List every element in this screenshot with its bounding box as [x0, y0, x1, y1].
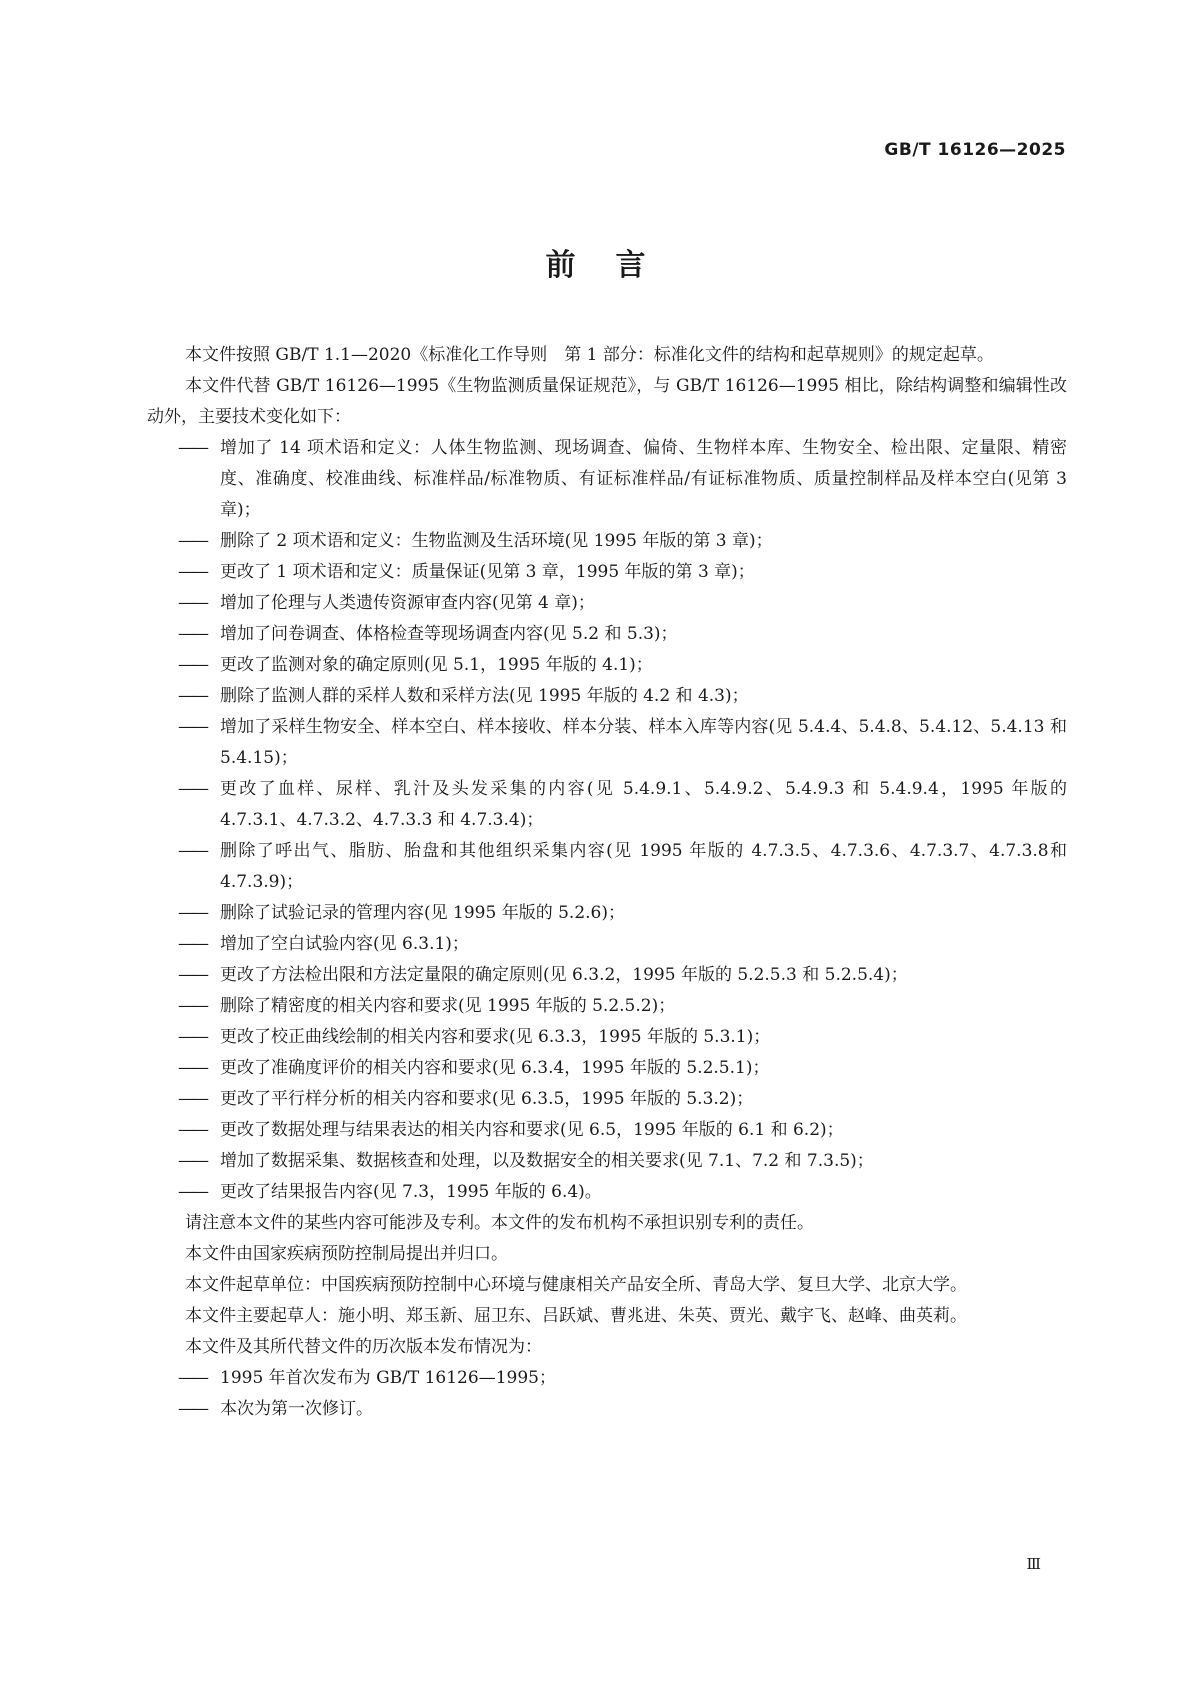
page-number: Ⅲ	[1026, 1555, 1041, 1573]
change-item: —— 删除了精密度的相关内容和要求(见 1995 年版的 5.2.5.2)；	[147, 991, 1067, 1022]
paragraph-version-history: 本文件及其所代替文件的历次版本发布情况为：	[185, 1337, 542, 1357]
change-item: —— 更改了结果报告内容(见 7.3，1995 年版的 6.4)。	[147, 1177, 1067, 1208]
change-item: —— 更改了方法检出限和方法定量限的确定原则(见 6.3.2，1995 年版的 5.2.5.3 和 5.2.5.4)；	[147, 960, 1067, 991]
document-body	[147, 340, 1067, 1425]
history-list	[147, 1363, 1067, 1425]
change-item: —— 删除了呼出气、脂肪、胎盘和其他组织采集内容(见 1995 年版的 4.7.3.5、4.7.3.6、4.7.3.7、4.7.3.8和 4.7.3.9)；	[147, 836, 1067, 898]
change-item: —— 更改了校正曲线绘制的相关内容和要求(见 6.3.3，1995 年版的 5.3.1)；	[147, 1022, 1067, 1053]
paragraph-drafting-rules: 本文件按照 GB/T 1.1—2020《标准化工作导则 第 1 部分：标准化文件的结构和起草规则》的规定起草。	[185, 345, 994, 365]
paragraph-proposer: 本文件由国家疾病预防控制局提出并归口。	[185, 1244, 508, 1264]
change-item: —— 更改了平行样分析的相关内容和要求(见 6.3.5，1995 年版的 5.3.2)；	[147, 1084, 1067, 1115]
changes-list	[147, 433, 1067, 1208]
change-item: —— 删除了试验记录的管理内容(见 1995 年版的 5.2.6)；	[147, 898, 1067, 929]
paragraph-drafters: 本文件主要起草人：施小明、郑玉新、屈卫东、吕跃斌、曹兆进、朱英、贾光、戴宇飞、赵峰、曲英莉。	[185, 1306, 967, 1326]
change-item: —— 删除了监测人群的采样人数和采样方法(见 1995 年版的 4.2 和 4.3)；	[147, 681, 1067, 712]
paragraph-drafting-units: 本文件起草单位：中国疾病预防控制中心环境与健康相关产品安全所、青岛大学、复旦大学、北京大学。	[185, 1275, 967, 1295]
change-item: —— 增加了空白试验内容(见 6.3.1)；	[147, 929, 1067, 960]
page-title: 前言	[545, 248, 686, 283]
change-item: —— 更改了监测对象的确定原则(见 5.1，1995 年版的 4.1)；	[147, 650, 1067, 681]
change-item: —— 更改了数据处理与结果表达的相关内容和要求(见 6.5，1995 年版的 6.1 和 6.2)；	[147, 1115, 1067, 1146]
paragraph-patent-notice: 请注意本文件的某些内容可能涉及专利。本文件的发布机构不承担识别专利的责任。	[185, 1213, 814, 1233]
change-item: —— 增加了数据采集、数据核查和处理，以及数据安全的相关要求(见 7.1、7.2 和 7.3.5)；	[147, 1146, 1067, 1177]
standard-code: GB/T 16126—2025	[884, 140, 1066, 160]
change-item: —— 增加了采样生物安全、样本空白、样本接收、样本分装、样本入库等内容(见 5.4.4、5.4.8、5.4.12、5.4.13 和 5.4.15)；	[147, 712, 1067, 774]
change-item: —— 更改了血样、尿样、乳汁及头发采集的内容(见 5.4.9.1、5.4.9.2、5.4.9.3 和 5.4.9.4，1995 年版的 4.7.3.1、4.7.3.2、4.7.3.3 和 4.7.3.4)；	[147, 774, 1067, 836]
history-item: —— 1995 年首次发布为 GB/T 16126—1995；	[147, 1363, 1067, 1394]
change-item: —— 增加了问卷调查、体格检查等现场调查内容(见 5.2 和 5.3)；	[147, 619, 1067, 650]
change-item: —— 增加了 14 项术语和定义：人体生物监测、现场调查、偏倚、生物样本库、生物安全、检出限、定量限、精密度、准确度、校准曲线、标准样品/标准物质、有证标准样品/有证标准物质、质量控制样品及样本空白(见第 3 章)；	[147, 433, 1067, 526]
change-item: —— 更改了 1 项术语和定义：质量保证(见第 3 章，1995 年版的第 3 章)；	[147, 557, 1067, 588]
history-item: —— 本次为第一次修订。	[147, 1394, 1067, 1425]
change-item: —— 更改了准确度评价的相关内容和要求(见 6.3.4，1995 年版的 5.2.5.1)；	[147, 1053, 1067, 1084]
change-item: —— 删除了 2 项术语和定义：生物监测及生活环境(见 1995 年版的第 3 章)；	[147, 526, 1067, 557]
paragraph-replacement: 本文件代替 GB/T 16126—1995《生物监测质量保证规范》，与 GB/T 16126—1995 相比，除结构调整和编辑性改动外，主要技术变化如下：	[147, 376, 1067, 427]
change-item: —— 增加了伦理与人类遗传资源审查内容(见第 4 章)；	[147, 588, 1067, 619]
